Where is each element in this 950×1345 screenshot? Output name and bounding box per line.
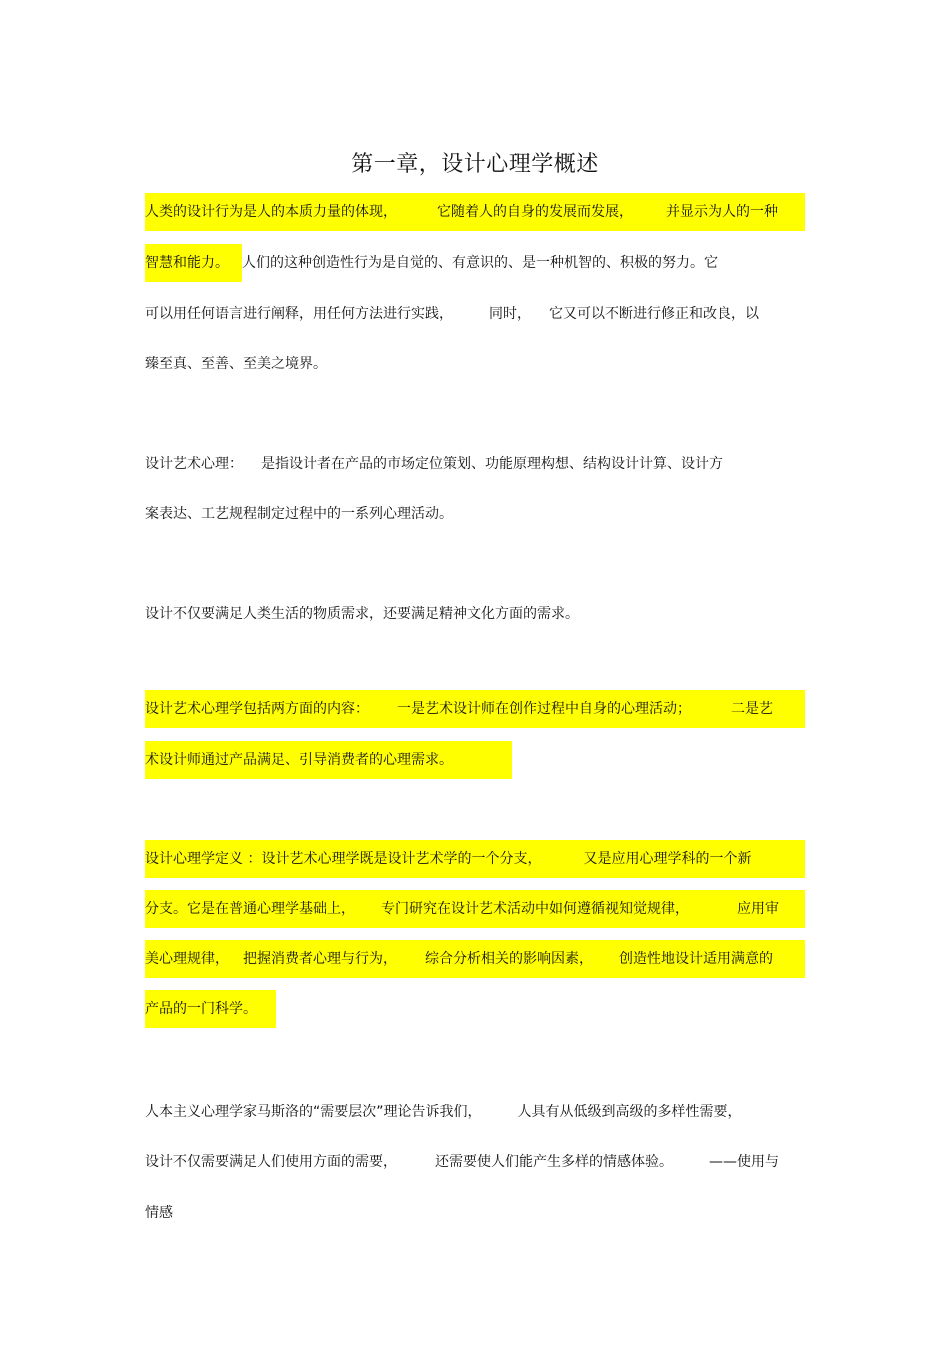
paragraph-5-line-3 (145, 940, 805, 978)
text-segment: 人本主义心理学家马斯洛的“需要层次”理论告诉我们， (145, 1104, 482, 1120)
text-segment: 设计心理学定义 ：设计艺术心理学既是设计艺术学的一个分支， (145, 851, 542, 867)
text-segment: 专门研究在设计艺术活动中如何遵循视知觉规律， (381, 901, 689, 917)
text-segment: 它又可以不断进行修正和改良，以 (549, 306, 759, 322)
text-segment: 又是应用心理学科的一个新 (583, 851, 752, 867)
paragraph-6-line-3 (145, 1194, 173, 1232)
text-segment: 可以用任何语言进行阐释，用任何方法进行实践， (145, 306, 453, 322)
text-segment: 创造性地设计适用满意的 (619, 951, 773, 967)
text-segment: 臻至真、至善、至美之境界。 (145, 356, 327, 372)
text-segment: 它随着人的自身的发展而发展， (437, 204, 633, 220)
text-segment: 同时， (489, 306, 531, 322)
paragraph-4-line-1 (145, 690, 805, 728)
text-segment: 人类的设计行为是人的本质力量的体现， (145, 204, 397, 220)
paragraph-2-line-1 (145, 445, 723, 483)
text-segment: 设计不仅需要满足人们使用方面的需要， (145, 1154, 397, 1170)
paragraph-2-line-2 (145, 495, 453, 533)
text-segment: 美心理规律， (145, 951, 229, 967)
paragraph-5-line-2 (145, 890, 805, 928)
text-segment: 把握消费者心理与行为， (243, 951, 397, 967)
chapter-title: 第一章，设计心理学概述 (351, 152, 599, 177)
text-segment: 情感 (145, 1205, 173, 1221)
text-segment: 设计艺术心理学包括两方面的内容： (145, 701, 369, 717)
paragraph-1-line-3 (145, 295, 759, 333)
paragraph-5-line-4 (145, 990, 276, 1028)
paragraph-1-line-2 (145, 244, 718, 282)
text-segment: 案表达、工艺规程制定过程中的一系列心理活动。 (145, 506, 453, 522)
text-segment: 还需要使人们能产生多样的情感体验。 (435, 1154, 673, 1170)
paragraph-5-line-1 (145, 840, 805, 878)
text-segment: 分支。它是在普通心理学基础上， (145, 901, 355, 917)
text-segment: 人们的这种创造性行为是自觉的、有意识的、是一种机智的、积极的努力。它 (242, 255, 718, 271)
highlighted-text: 智慧和能力。 (145, 244, 242, 282)
paragraph-6-line-1 (145, 1093, 742, 1131)
text-segment: 设计不仅要满足人类生活的物质需求，还要满足精神文化方面的需求。 (145, 606, 579, 622)
paragraph-3-line-1 (145, 595, 579, 633)
text-segment: 是指设计者在产品的市场定位策划、功能原理构想、结构设计计算、设计方 (261, 456, 723, 472)
text-segment: 并显示为人的一种 (666, 204, 778, 220)
text-segment: 产品的一门科学。 (145, 1001, 257, 1017)
text-segment: 一是艺术设计师在创作过程中自身的心理活动； (397, 701, 691, 717)
text-segment: 设计艺术心理： (145, 456, 243, 472)
text-segment: 人具有从低级到高级的多样性需要， (517, 1104, 742, 1120)
paragraph-1-line-1 (145, 193, 805, 231)
text-segment: 综合分析相关的影响因素， (425, 951, 593, 967)
text-segment: 术设计师通过产品满足、引导消费者的心理需求。 (145, 752, 453, 768)
text-segment: 二是艺 (731, 701, 773, 717)
text-segment: ——使用与 (709, 1154, 779, 1170)
paragraph-1-line-4 (145, 345, 327, 383)
paragraph-4-line-2 (145, 741, 512, 779)
paragraph-6-line-2 (145, 1143, 779, 1181)
text-segment: 应用审 (737, 901, 779, 917)
